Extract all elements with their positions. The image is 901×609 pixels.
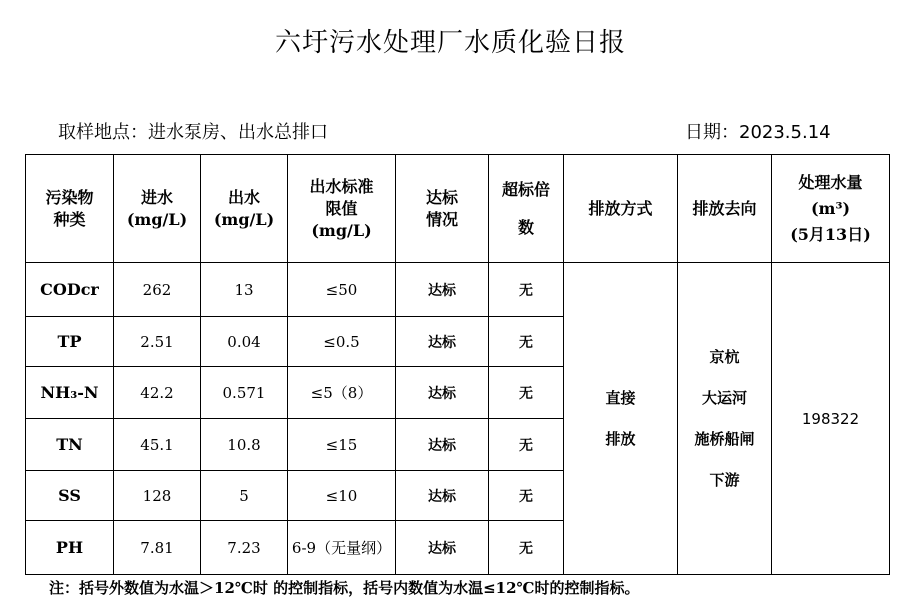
discharge-method: 直接 排放 <box>564 263 678 575</box>
influent-cell: 262 <box>114 263 201 317</box>
status-cell: 达标 <box>396 317 489 367</box>
effluent-cell: 0.571 <box>201 367 288 419</box>
influent-cell: 128 <box>114 471 201 521</box>
influent-cell: 42.2 <box>114 367 201 419</box>
effluent-cell: 5 <box>201 471 288 521</box>
influent-cell: 45.1 <box>114 419 201 471</box>
header-limit: 出水标准 限值 (mg/L) <box>288 155 396 263</box>
footnote: 注：括号外数值为水温＞12℃时 的控制指标，括号内数值为水温≤12℃时的控制指标。 <box>49 579 640 597</box>
exceed-cell: 无 <box>489 521 564 575</box>
exceed-cell: 无 <box>489 263 564 317</box>
influent-cell: 7.81 <box>114 521 201 575</box>
header-exceed: 超标倍 数 <box>489 155 564 263</box>
water-quality-table <box>25 154 890 575</box>
pollutant-cell: TP <box>26 317 114 367</box>
header-row <box>26 155 890 263</box>
header-pollutant: 污染物 种类 <box>26 155 114 263</box>
limit-cell: ≤0.5 <box>288 317 396 367</box>
limit-cell: ≤15 <box>288 419 396 471</box>
effluent-cell: 7.23 <box>201 521 288 575</box>
exceed-cell: 无 <box>489 317 564 367</box>
status-cell: 达标 <box>396 521 489 575</box>
header-status: 达标 情况 <box>396 155 489 263</box>
limit-cell: ≤10 <box>288 471 396 521</box>
pollutant-cell: CODcr <box>26 263 114 317</box>
limit-cell: 6-9（无量纲） <box>288 521 396 575</box>
effluent-cell: 10.8 <box>201 419 288 471</box>
limit-cell: ≤5（8） <box>288 367 396 419</box>
pollutant-cell: PH <box>26 521 114 575</box>
pollutant-cell: TN <box>26 419 114 471</box>
status-cell: 达标 <box>396 367 489 419</box>
header-volume: 处理水量 (m³) (5月13日) <box>772 155 890 263</box>
treated-volume: 198322 <box>772 263 890 575</box>
status-cell: 达标 <box>396 419 489 471</box>
effluent-cell: 0.04 <box>201 317 288 367</box>
header-influent: 进水 (mg/L) <box>114 155 201 263</box>
header-effluent: 出水 (mg/L) <box>201 155 288 263</box>
exceed-cell: 无 <box>489 471 564 521</box>
discharge-destination: 京杭 大运河 施桥船闸 下游 <box>678 263 772 575</box>
pollutant-cell: SS <box>26 471 114 521</box>
report-date: 日期：2023.5.14 <box>685 122 831 143</box>
status-cell: 达标 <box>396 471 489 521</box>
status-cell: 达标 <box>396 263 489 317</box>
exceed-cell: 无 <box>489 419 564 471</box>
exceed-cell: 无 <box>489 367 564 419</box>
sampling-location: 取样地点：进水泵房、出水总排口 <box>58 122 328 143</box>
limit-cell: ≤50 <box>288 263 396 317</box>
report-title: 六圩污水处理厂水质化验日报 <box>274 28 626 58</box>
effluent-cell: 13 <box>201 263 288 317</box>
header-method: 排放方式 <box>564 155 678 263</box>
influent-cell: 2.51 <box>114 317 201 367</box>
pollutant-cell: NH₃-N <box>26 367 114 419</box>
header-destination: 排放去向 <box>678 155 772 263</box>
table-row <box>26 263 890 317</box>
